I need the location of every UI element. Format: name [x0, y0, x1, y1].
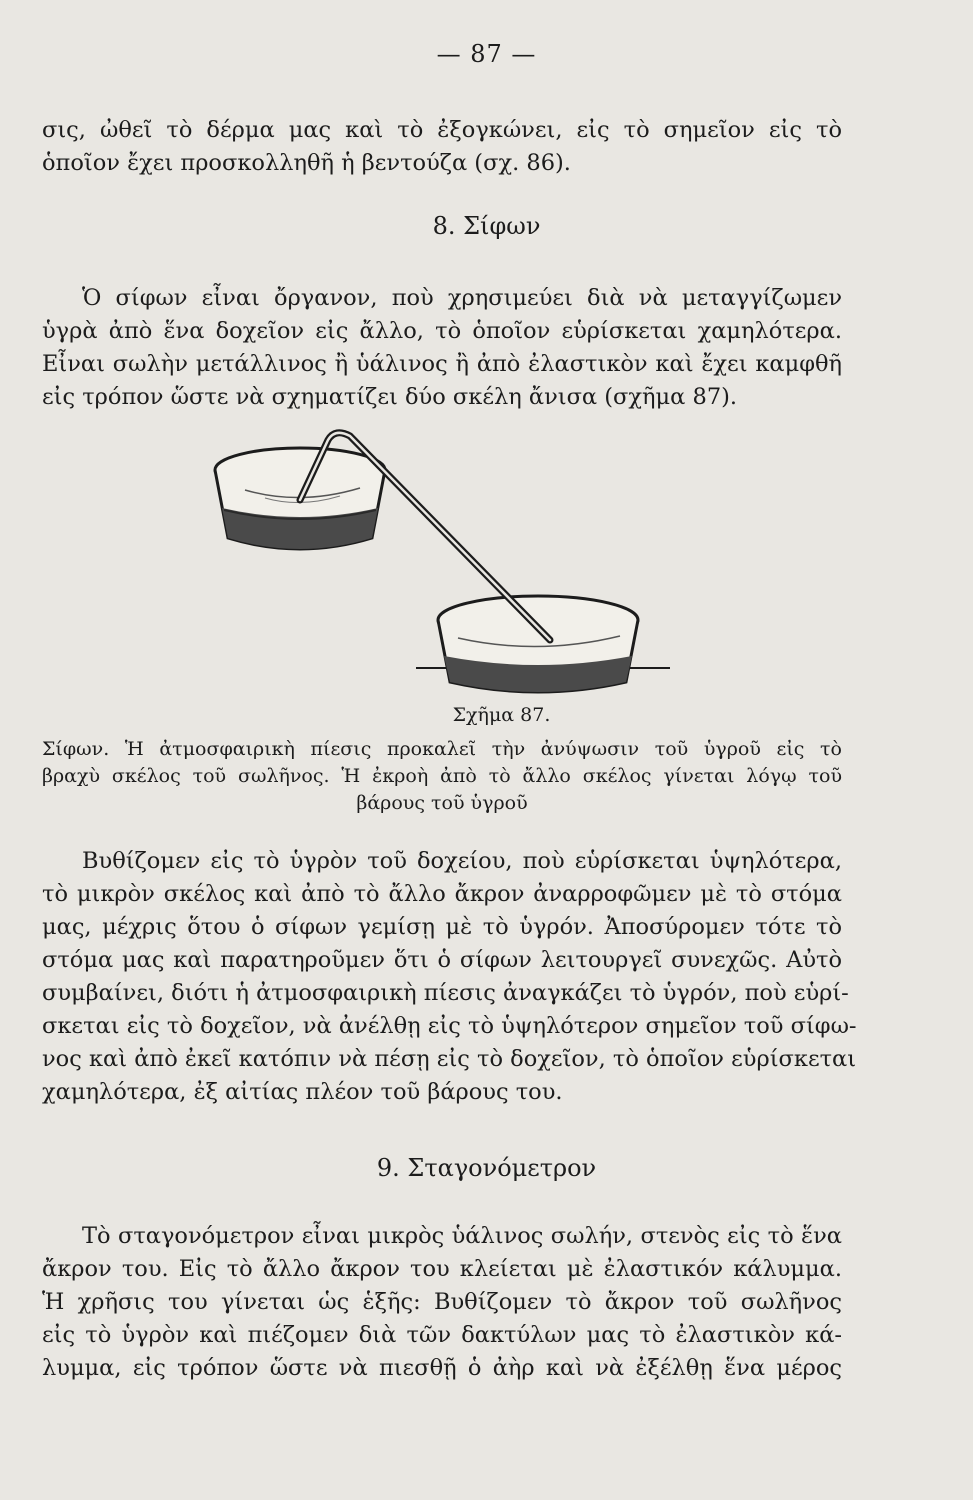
siphon-paragraph: [42, 282, 842, 414]
text-line: Ὁ σίφων εἶναι ὄργανον, ποὺ χρησιμεύει διὰ νὰ μεταγγίζωμεν: [82, 285, 842, 311]
caption-line: βάρους τοῦ ὑγροῦ: [356, 792, 528, 814]
text-line: σκεται εἰς τὸ δοχεῖον, νὰ ἀνέλθῃ εἰς τὸ ὑψηλότερον σημεῖον τοῦ σίφω-: [42, 1013, 857, 1039]
text-line: Εἶναι σωλὴν μετάλλινος ἢ ὑάλινος ἢ ἀπὸ ἐλαστικὸν καὶ ἔχει καμφθῆ: [42, 351, 842, 377]
section-heading-dropper: 9. Σταγονόμετρον: [376, 1154, 597, 1182]
caption-line: Σίφων. Ἡ ἀτμοσφαιρικὴ πίεσις προκαλεῖ τὴν ἀνύψωσιν τοῦ ὑγροῦ εἰς τὸ: [42, 738, 842, 760]
text-line: Ἡ χρῆσις του γίνεται ὡς ἑξῆς: Βυθίζομεν τὸ ἄκρον τοῦ σωλῆνος: [42, 1289, 842, 1315]
text-line: τὸ μικρὸν σκέλος καὶ ἀπὸ τὸ ἄλλο ἄκρον ἀναρροφῶμεν μὲ τὸ στόμα: [42, 881, 842, 907]
text-line: σις, ὠθεῖ τὸ δέρμα μας καὶ τὸ ἐξογκώνει, εἰς τὸ σημεῖον εἰς τὸ: [42, 117, 842, 143]
text-line: νος καὶ ἀπὸ ἐκεῖ κατόπιν νὰ πέσῃ εἰς τὸ δοχεῖον, τὸ ὁποῖον εὑρίσκεται: [42, 1046, 857, 1072]
intro-paragraph: [42, 114, 842, 180]
text-line: λυμμα, εἰς τρόπον ὥστε νὰ πιεσθῇ ὁ ἀὴρ καὶ νὰ ἐξέλθῃ ἕνα μέρος: [42, 1355, 842, 1381]
lower-vessel: [416, 596, 670, 692]
text-line: στόμα μας καὶ παρατηροῦμεν ὅτι ὁ σίφων λειτουργεῖ συνεχῶς. Αὐτὸ: [42, 947, 842, 973]
text-line: ἄκρον του. Εἰς τὸ ἄλλο ἄκρον του κλείεται μὲ ἐλαστικόν κάλυμμα.: [42, 1256, 842, 1282]
text-line: Τὸ σταγονόμετρον εἶναι μικρὸς ὑάλινος σωλήν, στενὸς εἰς τὸ ἕνα: [82, 1223, 842, 1249]
figure-label: Σχῆμα 87.: [452, 704, 551, 726]
caption-line: βραχὺ σκέλος τοῦ σωλῆνος. Ἡ ἐκροὴ ἀπὸ τὸ ἄλλο σκέλος γίνεται λόγῳ τοῦ: [42, 765, 842, 787]
page-number: — 87 —: [436, 40, 537, 68]
dropper-paragraph: [42, 1220, 842, 1385]
section-heading-siphon: 8. Σίφων: [432, 212, 541, 240]
figure-caption: [42, 736, 842, 817]
text-line: μας, μέχρις ὅτου ὁ σίφων γεμίσῃ μὲ τὸ ὑγρόν. Ἀποσύρομεν τότε τὸ: [42, 914, 842, 940]
text-line: Βυθίζομεν εἰς τὸ ὑγρὸν τοῦ δοχείου, ποὺ εὑρίσκεται ὑψηλότερα,: [82, 848, 842, 874]
text-line: εἰς τὸ ὑγρὸν καὶ πιέζομεν διὰ τῶν δακτύλων μας τὸ ἐλαστικὸν κά-: [42, 1322, 842, 1348]
text-line: ὑγρὰ ἀπὸ ἕνα δοχεῖον εἰς ἄλλο, τὸ ὁποῖον εὑρίσκεται χαμηλότερα.: [42, 318, 842, 344]
body-paragraph: [42, 845, 857, 1109]
text-line: ὁποῖον ἔχει προσκολληθῆ ἡ βεντούζα (σχ. 86).: [42, 150, 571, 176]
text-line: χαμηλότερα, ἐξ αἰτίας πλέον τοῦ βάρους του.: [42, 1079, 563, 1105]
text-line: συμβαίνει, διότι ἡ ἀτμοσφαιρικὴ πίεσις ἀναγκάζει τὸ ὑγρόν, ποὺ εὑρί-: [42, 980, 849, 1006]
siphon-illustration: [200, 420, 720, 705]
text-line: εἰς τρόπον ὥστε νὰ σχηματίζει δύο σκέλη ἄνισα (σχῆμα 87).: [42, 384, 738, 410]
